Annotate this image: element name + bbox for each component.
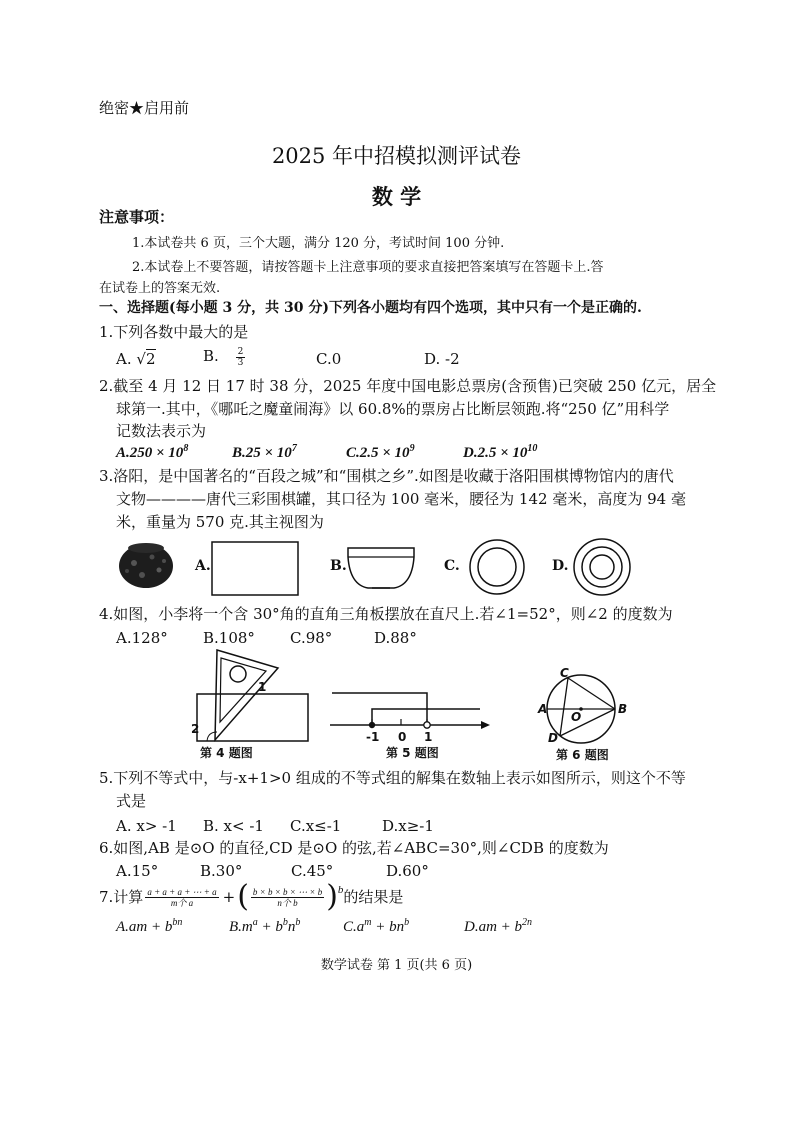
q5-line-2: 式是 (116, 792, 147, 810)
q4-option-a: A.128° (116, 629, 168, 647)
fig5-tick-0: 0 (398, 730, 407, 744)
ruler (197, 694, 308, 741)
q3-label-c: C. (444, 558, 460, 574)
q3-label-d: D. (552, 558, 569, 574)
q6-stem: 6.如图,AB 是⊙O 的直径,CD 是⊙O 的弦,若∠ABC=30°,则∠CDB 的度数为 (99, 839, 609, 857)
q5-option-b: B. x< -1 (203, 817, 264, 835)
fig5-tick-minus1: -1 (366, 730, 380, 744)
q7-option-b: $B.m^a + b^bn^b$ (229, 917, 301, 935)
q4-option-b: B.108° (203, 629, 255, 647)
fraction-sum: $\frac{a + a + a + \cdots + a}{\text{m个 a}}$ (147, 886, 217, 908)
q6-option-b: B.30° (200, 862, 243, 880)
q4-stem: 4.如图，小李将一个含 30°角的直角三角板摆放在直尺上.若∠1=52°，则∠2 的度数为 (99, 605, 673, 623)
q6-option-d: D.60° (386, 862, 429, 880)
figure-5-number-line (330, 685, 490, 735)
notes-item-2: 2.本试卷上不要答题，请按答题卡上注意事项的要求直接把答案填写在答题卡上.答 (132, 260, 604, 275)
q7-option-c: $C.a^m + bn^b$ (343, 917, 410, 935)
q1-option-c: C.0 (316, 350, 342, 368)
triangle-ruler (215, 650, 278, 740)
fig6-label-b: B (618, 702, 628, 716)
page-footer: 数学试卷 第 1 页(共 6 页) (320, 958, 473, 973)
q7-option-d: $D.am + b^{2n}$ (464, 917, 533, 935)
q2-option-a: $A.250 \times 10^8$ (116, 443, 189, 461)
q4-option-c: C.98° (290, 629, 333, 647)
q4-option-d: D.88° (374, 629, 417, 647)
section-1-heading: 一、选择题(每小题 3 分，共 30 分)下列各小题均有四个选项，其中只有一个是正确的. (99, 300, 642, 316)
q2-line-3: 记数法表示为 (116, 422, 207, 440)
q5-option-a: A. x> -1 (116, 817, 177, 835)
option-a-rectangle (212, 542, 298, 595)
q1-stem: 1.下列各数中最大的是 (99, 323, 249, 341)
q5-option-c: C.x≤-1 (290, 817, 342, 835)
q2-line-1: 2.截至 4 月 12 日 17 时 38 分，2025 年度中国电影总票房(含预售)已突破 250 亿元，居全 (99, 377, 717, 395)
q3-label-a: A. (195, 558, 211, 574)
fig4-label-2: 2 (191, 722, 200, 736)
fraction: $\frac{2}{3}$ (237, 346, 244, 368)
fig6-label-d: D (548, 731, 558, 745)
fig6-label-a: A (538, 702, 548, 716)
q1-option-b: B. $\frac{2}{3}$ (203, 346, 244, 368)
fraction-product: $\frac{b \times b \times b \times \cdots \times b}{\text{n个 b}}$ (252, 886, 323, 908)
fig6-caption: 第 6 题图 (556, 748, 609, 762)
subject-title: 数 学 (371, 184, 422, 209)
figure-4 (190, 650, 320, 745)
q6-option-a: A.15° (116, 862, 159, 880)
fig4-label-1: 1 (258, 680, 267, 694)
q3-label-b: B. (330, 558, 347, 574)
go-pot-photo (119, 543, 173, 588)
q5-option-d: D.x≥-1 (382, 817, 434, 835)
q3-line-1: 3.洛阳，是中国著名的“百段之城”和“围棋之乡”.如图是收藏于洛阳围棋博物馆内的唐代 (99, 467, 674, 485)
notes-item-1: 1.本试卷共 6 页，三个大题，满分 120 分，考试时间 100 分钟. (132, 236, 505, 251)
secret-label: 绝密★启用前 (99, 99, 190, 117)
fig5-tick-1: 1 (424, 730, 433, 744)
exam-title: 2025 年中招模拟测评试卷 (271, 144, 522, 168)
q1-option-d: D. -2 (424, 350, 460, 368)
q2-option-b: $B.25 \times 10^7$ (232, 443, 297, 461)
sqrt-sign: √ (136, 350, 146, 368)
q2-option-d: $D.2.5 \times 10^{10}$ (463, 443, 538, 461)
q5-line-1: 5.下列不等式中，与-x+1>0 组成的不等式组的解集在数轴上表示如图所示，则这个不等 (99, 769, 686, 787)
q3-line-3: 米，重量为 570 克.其主视图为 (116, 513, 324, 531)
fig6-label-c: C (560, 666, 569, 680)
fig6-label-o: O (571, 710, 582, 724)
q7-stem: 7.计算 $\frac{a + a + a + \cdots + a}{\text{m个 a}}$ + ( $\frac{b \times b \times b \times \cdots \times b}{\text{n个 b}}$ ) b 的结果是 (99, 879, 404, 914)
q1-option-a: A. √2 (116, 350, 156, 368)
option-b-bowl (348, 548, 414, 588)
q6-option-c: C.45° (291, 862, 334, 880)
notes-item-2-cont: 在试卷上的答案无效. (99, 281, 221, 296)
q7-option-a: $A.am + b^{bn}$ (116, 917, 183, 935)
fig5-caption: 第 5 题图 (386, 746, 439, 760)
notes-heading: 注意事项： (99, 208, 175, 226)
fig4-caption: 第 4 题图 (200, 746, 253, 760)
q3-line-2: 文物————唐代三彩围棋罐，其口径为 100 毫米，腰径为 142 毫米，高度为 94 毫 (116, 490, 686, 508)
q3-figures (112, 537, 582, 599)
q2-line-2: 球第一.其中，《哪吒之魔童闹海》以 60.8%的票房占比断层领跑.将“250 亿”用科学 (116, 400, 670, 418)
q2-option-c: $C.2.5 \times 10^9$ (346, 443, 415, 461)
